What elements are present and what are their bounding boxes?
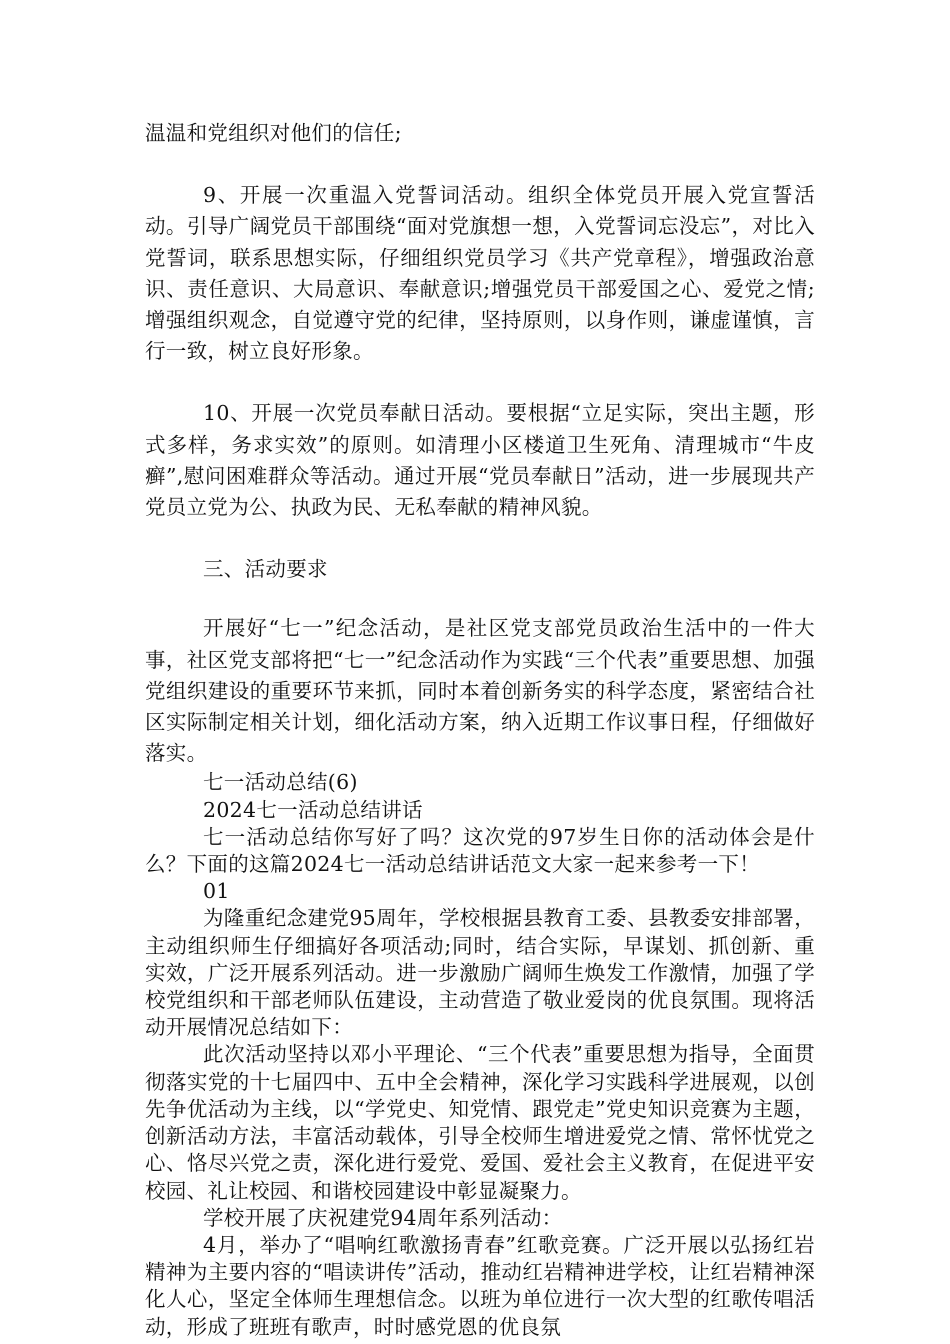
paragraph-overview: 为隆重纪念建党95周年，学校根据县教育工委、县教委安排部署，主动组织师生仔细搞好各项活动;同时，结合实际，早谋划、抓创新、重实效，广泛开展系列活动。进一步激励广阔师生焕发工作激情，加强了学校党组织和干部老师队伍建设，主动营造了敬业爱岗的优良氛围。现将活动开展情况总结如下：: [145, 906, 815, 1040]
document-subtitle: 七一活动总结(6): [203, 770, 358, 795]
document-page: [145, 118, 815, 1341]
paragraph-requirements: 开展好“七一”纪念活动，是社区党支部党员政治生活中的一件大事，社区党支部将把“七一”纪念活动作为实践“三个代表”重要思想、加强党组织建设的重要环节来抓，同时本着创新务实的科学态度，紧密结合社区实际制定相关计划，细化活动方案，纳入近期工作议事日程，仔细做好落实。: [145, 616, 815, 766]
paragraph-intro: 七一活动总结你写好了吗？这次党的97岁生日你的活动体会是什么？下面的这篇2024七一活动总结讲话范文大家一起来参考一下！: [145, 824, 815, 877]
paragraph-activities-intro: 学校开展了庆祝建党94周年系列活动：: [203, 1205, 563, 1230]
section-heading-requirements: 三、活动要求: [203, 557, 328, 582]
section-number: 01: [203, 879, 230, 904]
paragraph-item-10: 10、开展一次党员奉献日活动。要根据“立足实际，突出主题，形式多样，务求实效”的原则。如清理小区楼道卫生死角、清理城市“牛皮癣”,慰问困难群众等活动。通过开展“党员奉献日”活动，进一步展现共产党员立党为公、执政为民、无私奉献的精神风貌。: [145, 401, 815, 520]
paragraph-continuation: 温温和党组织对他们的信任;: [145, 121, 402, 145]
paragraph-item-9: 9、开展一次重温入党誓词活动。组织全体党员开展入党宣誓活动。引导广阔党员干部围绕“面对党旗想一想，入党誓词忘没忘”，对比入党誓词，联系思想实际，仔细组织党员学习《共产党章程》，增强政治意识、责任意识、大局意识、奉献意识;增强党员干部爱国之心、爱党之情;增强组织观念，自觉遵守党的纪律，坚持原则，以身作则，谦虚谨慎，言行一致，树立良好形象。: [145, 183, 815, 364]
paragraph-guiding-thought: 此次活动坚持以邓小平理论、“三个代表”重要思想为指导，全面贯彻落实党的十七届四中、五中全会精神，深化学习实践科学进展观，以创先争优活动为主线，以“学党史、知党情、跟党走”党史知识竞赛为主题，创新活动方法，丰富活动载体，引导全校师生增进爱党之情、常怀忧党之心、恪尽兴党之责，深化进行爱党、爱国、爱社会主义教育，在促进平安校园、礼让校园、和谐校园建设中彰显凝聚力。: [145, 1042, 815, 1203]
speech-title: 2024七一活动总结讲话: [203, 797, 423, 822]
paragraph-april: 4月，举办了“唱响红歌激扬青春”红歌竞赛。广泛开展以弘扬红岩精神为主要内容的“唱读讲传”活动，推动红岩精神进学校，让红岩精神深化人心，坚定全体师生理想信念。以班为单位进行一次大型的红歌传唱活动，形成了班班有歌声，时时感党恩的优良氛: [145, 1232, 815, 1339]
